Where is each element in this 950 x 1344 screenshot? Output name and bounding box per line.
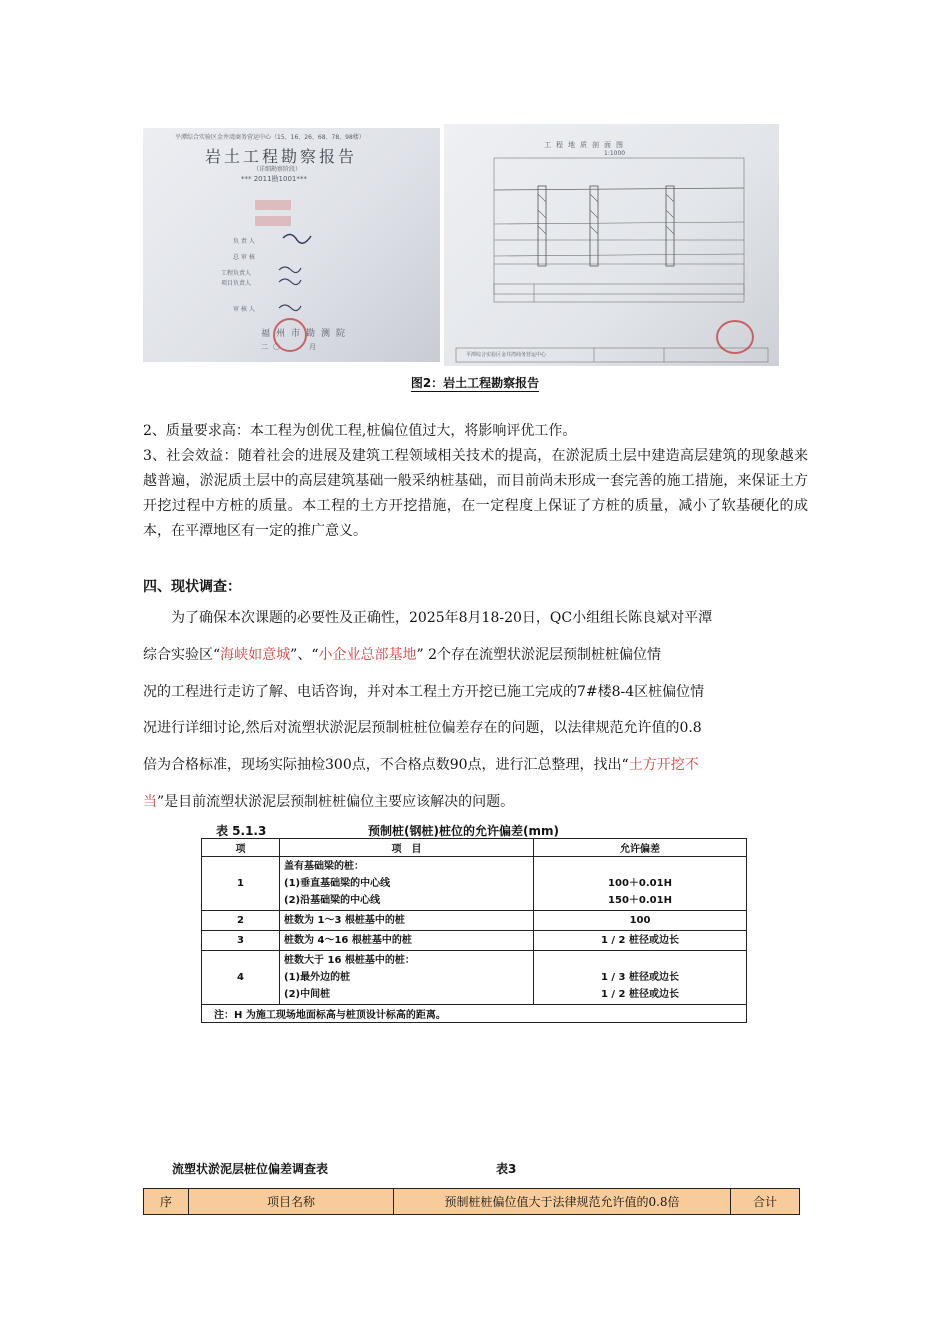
- row-item: 桩数大于 16 根桩基中的桩： (1)最外边的桩 (2)中间桩: [280, 951, 534, 1005]
- problem-highlight: 土方开挖不: [628, 757, 699, 774]
- header-cell: 项 目: [280, 839, 534, 857]
- survey-line: 为了确保本次课题的必要性及正确性，2025年8月18-20日，QC小组组长陈良斌对平潭: [171, 610, 713, 626]
- survey-line: 况的工程进行走访了解、电话咨询，并对本工程土方开挖已施工完成的7#楼8-4区桩偏位情: [143, 683, 705, 700]
- cover-signature-label: 审 核 人: [233, 306, 255, 313]
- table-3-label: 表3: [496, 1162, 517, 1176]
- table-3-title: 流塑状淤泥层桩位偏差调查表: [172, 1162, 329, 1176]
- row-number: 2: [202, 911, 280, 931]
- table-row: [202, 951, 747, 1005]
- header-cell: 合计: [731, 1189, 800, 1215]
- cover-institute: 福州市勘测院: [261, 329, 352, 339]
- survey-line: 综合实验区“海峡如意城”、“小企业总部基地” 2个存在流塑状淤泥层预制桩桩偏位情: [143, 646, 662, 663]
- row-number: 4: [202, 951, 280, 1005]
- row-tolerance: 100＋0.01H 150＋0.01H: [534, 857, 747, 911]
- header-cell: 预制桩桩偏位值大于法律规范允许值的0.8倍: [394, 1189, 731, 1215]
- paragraph-quality: 2、质量要求高：本工程为创优工程,桩偏位值过大，将影响评优工作。: [143, 423, 577, 439]
- cover-signature-label: 总 审 核: [233, 254, 255, 261]
- red-seal-stamp: [716, 320, 754, 354]
- row-tolerance: 1 / 3 桩径或边长 1 / 2 桩径或边长: [534, 951, 747, 1005]
- handwritten-signatures: [273, 226, 333, 316]
- cover-date: 二〇 月: [261, 343, 321, 351]
- header-cell: 项目名称: [189, 1189, 394, 1215]
- table-note: 注：H 为施工现场地面标高与桩顶设计标高的距离。: [202, 1005, 747, 1023]
- profile-scale: 1:1000: [604, 150, 626, 157]
- figure-caption: 图2：岩土工程勘察报告: [410, 376, 540, 390]
- cover-signature-label: 项目负责人: [221, 280, 252, 287]
- header-cell: 允许偏差: [534, 839, 747, 857]
- section-heading: 四、现状调查：: [143, 579, 241, 595]
- header-cell: 项: [202, 839, 280, 857]
- table-header-row: [144, 1189, 800, 1215]
- cover-seal-strip: [255, 216, 291, 226]
- profile-title: 工程地质剖面图: [544, 141, 628, 149]
- survey-paragraph: [143, 600, 808, 821]
- profile-footer: 平潭综合实验区金井湾商务营运中心: [466, 352, 547, 358]
- cover-seal-strip: [255, 200, 291, 210]
- row-item: 桩数为 4～16 根桩基中的桩: [280, 931, 534, 951]
- red-seal-stamp: [273, 318, 307, 352]
- project-name-highlight: 海峡如意城: [220, 646, 291, 663]
- survey-line: 当”是目前流塑状淤泥层预制桩桩偏位主要应该解决的问题。: [143, 793, 515, 810]
- table-row: [202, 911, 747, 931]
- cover-number: *** 2011勘1001***: [241, 175, 307, 183]
- survey-line: 况进行详细讨论,然后对流塑状淤泥层预制桩桩位偏差存在的问题，以法律规范允许值的0.8: [143, 720, 702, 737]
- row-number: 1: [202, 857, 280, 911]
- cover-subtitle: （详细勘察阶段）: [253, 166, 302, 173]
- deviation-survey-table: [143, 1188, 800, 1215]
- row-item: 桩数为 1～3 根桩基中的桩: [280, 911, 534, 931]
- project-name-highlight: 小企业总部基地: [318, 646, 417, 663]
- table-row: [202, 857, 747, 911]
- row-tolerance: 1 / 2 桩径或边长: [534, 931, 747, 951]
- header-cell: 序: [144, 1189, 189, 1215]
- cover-header-line: 平潭综合实验区金井湾商务营运中心（15、16、26、68、78、98楼）: [175, 134, 365, 141]
- paragraph-social-benefit: 3、社会效益：随着社会的进展及建筑工程领域相关技术的提高，在淤泥质土层中建造高层建筑的现象越来越普遍，淤泥质土层中的高层建筑基础一般采纳桩基础，而目前尚未形成一套完善的施工措施，来保证土方开挖过程中方桩的质量。本工程的土方开挖措施，在一定程度上保证了方桩的质量，减小了软基硬化的成本，在平潭地区有一定的推广意义。: [143, 448, 808, 539]
- table-header-row: [202, 839, 747, 857]
- cover-signature-label: 工程负责人: [221, 270, 252, 277]
- table-513-title: 预制桩(钢桩)桩位的允许偏差(mm): [368, 824, 559, 838]
- survey-report-cover-photo: [143, 128, 440, 362]
- survey-line: 倍为合格标准，现场实际抽检300点，不合格点数90点，进行汇总整理，找出“土方开挖不: [143, 757, 699, 774]
- cover-signature-label: 负 责 人: [233, 238, 255, 245]
- table-row: [202, 931, 747, 951]
- row-number: 3: [202, 931, 280, 951]
- pile-tolerance-table: [201, 838, 747, 1023]
- table-513-label: 表 5.1.3: [216, 824, 267, 838]
- cover-title: 岩土工程勘察报告: [205, 147, 358, 166]
- table-note-row: [202, 1005, 747, 1023]
- row-tolerance: 100: [534, 911, 747, 931]
- problem-highlight: 当: [143, 793, 157, 810]
- row-item: 盖有基础梁的桩： (1)垂直基础梁的中心线 (2)沿基础梁的中心线: [280, 857, 534, 911]
- geological-profile-photo: [444, 124, 779, 366]
